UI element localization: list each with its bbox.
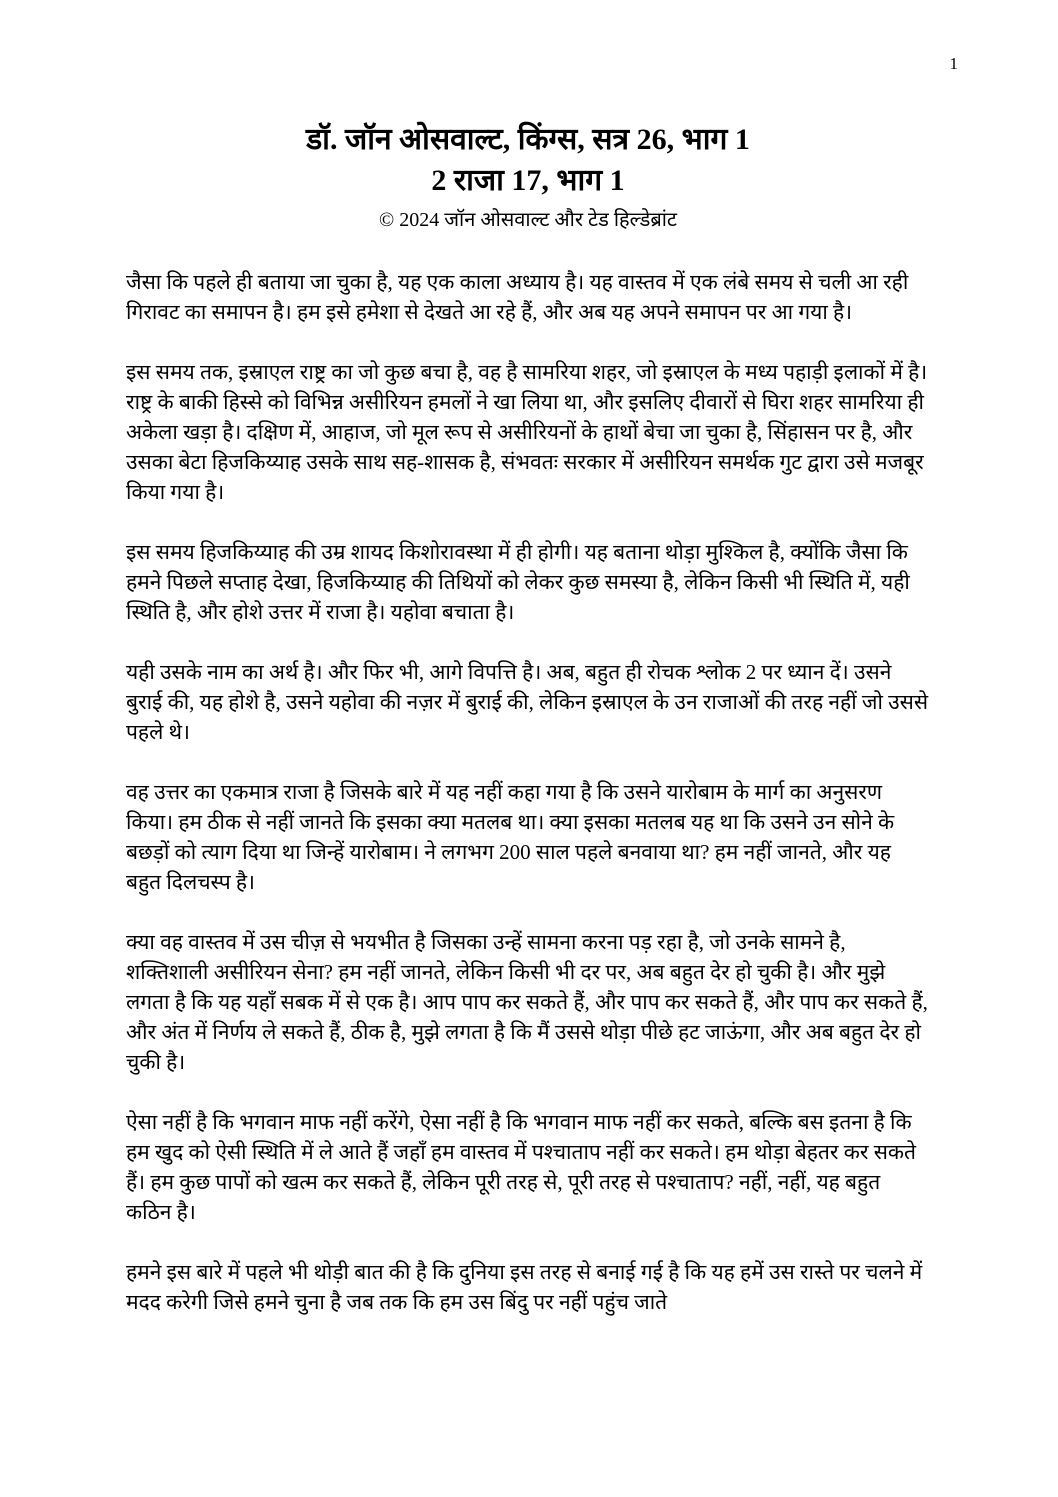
document-title-line-1: डॉ. जॉन ओसवाल्ट, किंग्स, सत्र 26, भाग 1 xyxy=(306,123,750,156)
page-number: 1 xyxy=(949,54,958,73)
paragraph-7: ऐसा नहीं है कि भगवान माफ नहीं करेंगे, ऐसा नहीं है कि भगवान माफ नहीं कर सकते, बल्कि बस इतना है कि हम खुद को ऐसी स्थिति में ले आते हैं जहाँ हम वास्तव में पश्चाताप नहीं कर सकते। हम थोड़ा बेहतर कर सकते हैं। हम कुछ पापों को खत्म कर सकते हैं, लेकिन पूरी तरह से, पूरी तरह से पश्चाताप? नहीं, नहीं, यह बहुत कठिन है। xyxy=(126,1110,916,1225)
paragraph-6: क्या वह वास्तव में उस चीज़ से भयभीत है जिसका उन्हें सामना करना पड़ रहा है, जो उनके सामने है, शक्तिशाली असीरियन सेना? हम नहीं जानते, लेकिन किसी भी दर पर, अब बहुत देर हो चुकी है। और मुझे लगता है कि यह यहाँ सबक में से एक है। आप पाप कर सकते हैं, और पाप कर सकते हैं, और पाप कर सकते हैं, और अंत में निर्णय ले सकते हैं, ठीक है, मुझे लगता है कि मैं उससे थोड़ा पीछे हट जाऊंगा, और अब बहुत देर हो चुकी है। xyxy=(126,930,928,1075)
paragraph-5: वह उत्तर का एकमात्र राजा है जिसके बारे में यह नहीं कहा गया है कि उसने यारोबाम के मार्ग का अनुसरण किया। हम ठीक से नहीं जानते कि इसका क्या मतलब था। क्या इसका मतलब यह था कि उसने उन सोने के बछड़ों को त्याग दिया था जिन्हें यारोबाम। ने लगभग 200 साल पहले बनवाया था? हम नहीं जानते, और यह बहुत दिलचस्प है। xyxy=(126,780,895,895)
paragraph-4: यही उसके नाम का अर्थ है। और फिर भी, आगे विपत्ति है। अब, बहुत ही रोचक श्लोक 2 पर ध्यान दें। उसने बुराई की, यह होशे है, उसने यहोवा की नज़र में बुराई की, लेकिन इस्राएल के उन राजाओं की तरह नहीं जो उससे पहले थे। xyxy=(126,660,929,745)
copyright-line: © 2024 जॉन ओसवाल्ट और टेड हिल्डेब्रांट xyxy=(379,209,677,231)
paragraph-8: हमने इस बारे में पहले भी थोड़ी बात की है कि दुनिया इस तरह से बनाई गई है कि यह हमें उस रास्ते पर चलने में मदद करेगी जिसे हमने चुना है जब तक कि हम उस बिंदु पर नहीं पहुंच जाते xyxy=(126,1260,923,1315)
paragraph-3: इस समय हिजकिय्याह की उम्र शायद किशोरावस्था में ही होगी। यह बताना थोड़ा मुश्किल है, क्योंकि जैसा कि हमने पिछले सप्ताह देखा, हिजकिय्याह की तिथियों को लेकर कुछ समस्या है, लेकिन किसी भी स्थिति में, यही स्थिति है, और होशे उत्तर में राजा है। यहोवा बचाता है। xyxy=(126,540,910,625)
paragraph-1: जैसा कि पहले ही बताया जा चुका है, यह एक काला अध्याय है। यह वास्तव में एक लंबे समय से चली आ रही गिरावट का समापन है। हम इसे हमेशा से देखते आ रहे हैं, और अब यह अपने समापन पर आ गया है। xyxy=(126,270,909,325)
title-block xyxy=(126,120,930,201)
document-title-line-2: 2 राजा 17, भाग 1 xyxy=(431,163,625,197)
paragraph-2: इस समय तक, इस्राएल राष्ट्र का जो कुछ बचा है, वह है सामरिया शहर, जो इस्राएल के मध्य पहाड़ी इलाकों में है। राष्ट्र के बाकी हिस्से को विभिन्न असीरियन हमलों ने खा लिया था, और इसलिए दीवारों से घिरा शहर सामरिया ही अकेला खड़ा है। दक्षिण में, आहाज, जो मूल रूप से असीरियनों के हाथों बेचा जा चुका है, सिंहासन पर है, और उसका बेटा हिजकिय्याह उसके साथ सह-शासक है, संभवतः सरकार में असीरियन समर्थक गुट द्वारा उसे मजबूर किया गया है। xyxy=(126,360,928,505)
